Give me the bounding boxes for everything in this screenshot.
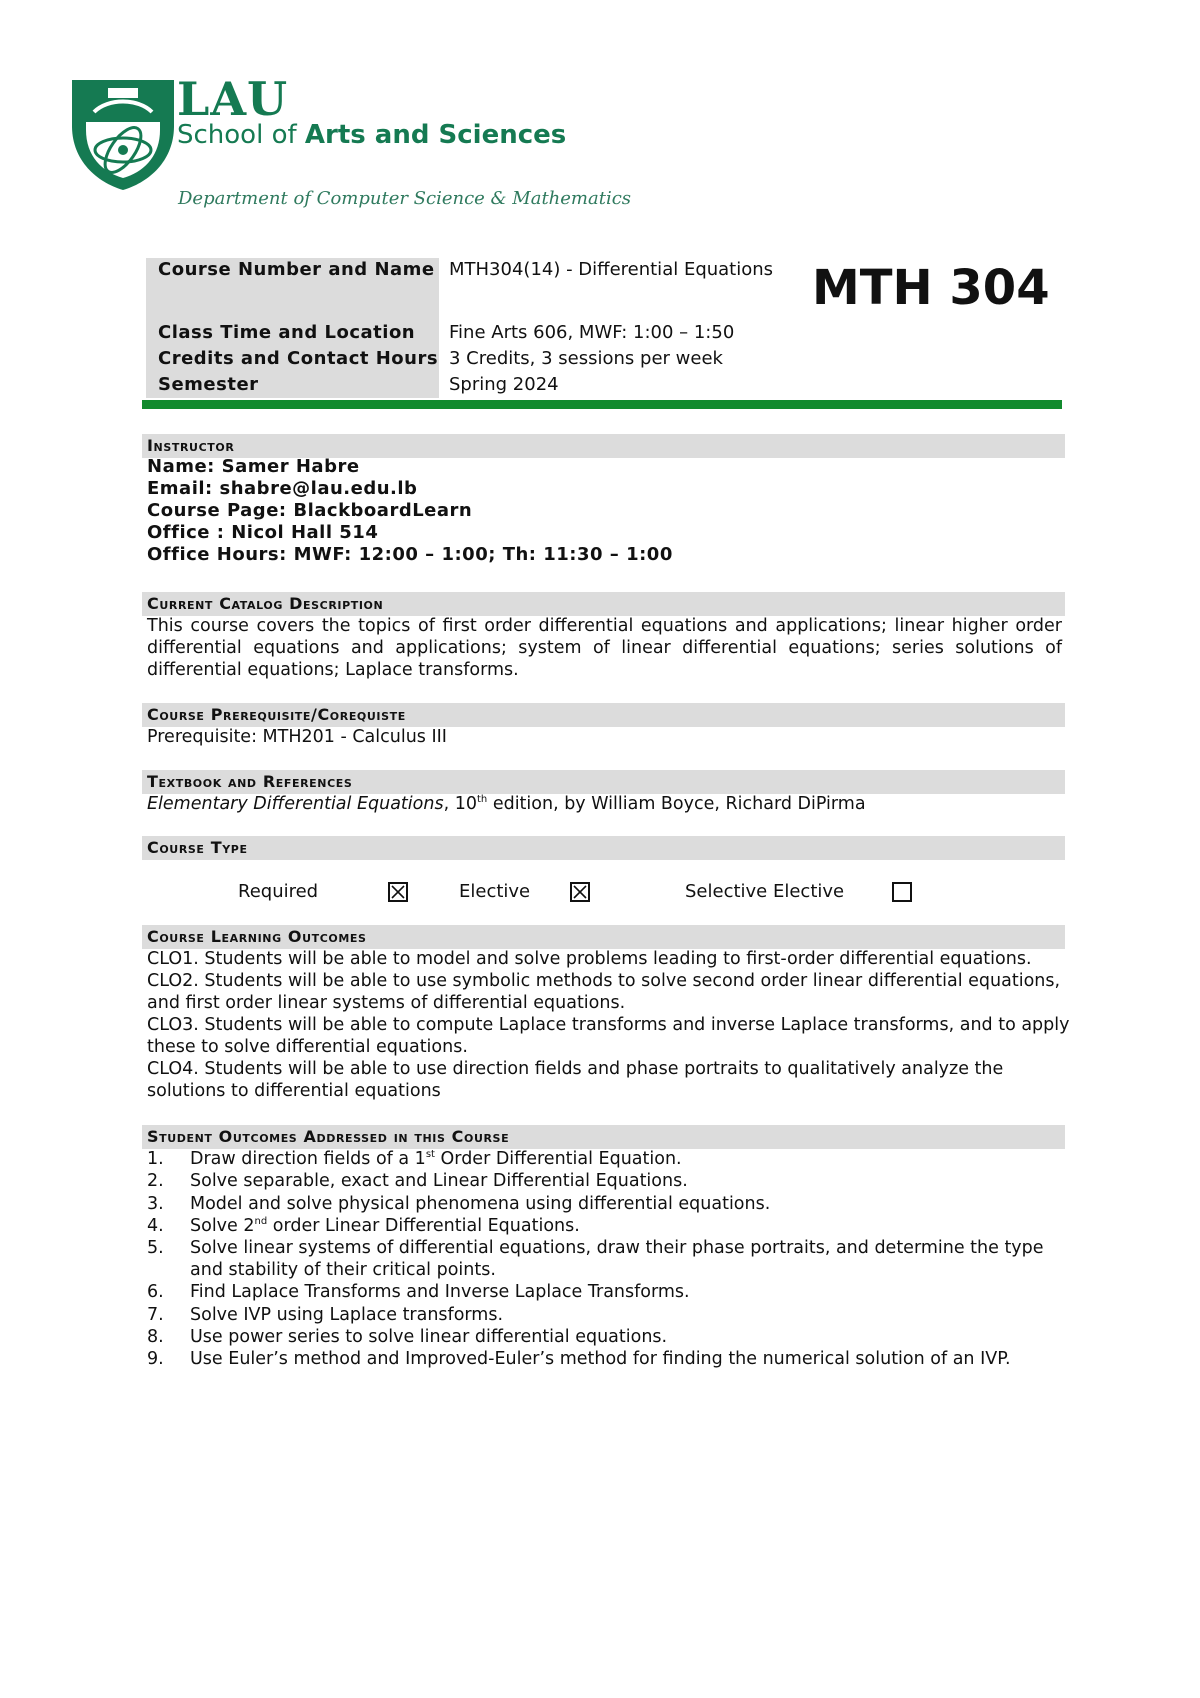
outcome-4-sup: nd <box>254 1216 268 1228</box>
elective-checkbox[interactable] <box>570 882 590 902</box>
outcome-number: 2. <box>147 1171 164 1191</box>
prerequisite-text: Prerequisite: MTH201 - Calculus III <box>147 727 447 747</box>
brand-school <box>177 119 566 151</box>
textbook-edition-sup: th <box>476 794 488 806</box>
outcome-number: 5. <box>147 1238 164 1258</box>
catalog-description: This course covers the topics of first order differential equations and applications; linear higher order differential equations and applications; system of linear differential equations; series solutions of differential equations; Laplace transforms. <box>147 616 1062 680</box>
brand-school-emphasis: Arts and Sciences <box>304 120 567 150</box>
outcome-1-suffix: Order Differential Equation. <box>434 1149 682 1169</box>
outcome-item-6: Find Laplace Transforms and Inverse Laplace Transforms. <box>190 1282 690 1302</box>
checked-box-icon <box>388 882 408 902</box>
section-student-outcomes: Student Outcomes Addressed in this Course <box>142 1125 1065 1149</box>
instructor-office: Office : Nicol Hall 514 <box>147 522 379 543</box>
instructor-name: Name: Samer Habre <box>147 456 360 477</box>
outcome-item-3: Model and solve physical phenomena using differential equations. <box>190 1194 771 1214</box>
instructor-course-page: Course Page: BlackboardLearn <box>147 500 473 521</box>
outcome-number: 3. <box>147 1194 164 1214</box>
textbook-reference <box>147 793 866 815</box>
outcome-item-5: Solve linear systems of differential equations, draw their phase portraits, and determine the type and stability of their critical points. <box>190 1238 1044 1280</box>
time-location-label: Class Time and Location <box>158 322 416 343</box>
selective-elective-checkbox[interactable] <box>892 882 912 902</box>
brand-lau: LAU <box>177 72 289 126</box>
section-catalog: Current Catalog Description <box>142 592 1065 616</box>
empty-box-icon <box>892 882 912 902</box>
outcome-number: 8. <box>147 1327 164 1347</box>
clo-item-2: CLO2. Students will be able to use symbolic methods to solve second order linear differential equations, and first order linear systems of differential equations. <box>147 971 1061 1013</box>
outcome-number: 6. <box>147 1282 164 1302</box>
outcome-number: 4. <box>147 1216 164 1236</box>
clo-item-4: CLO4. Students will be able to use direction fields and phase portraits to qualitatively analyze the solutions to differential equations <box>147 1059 1004 1101</box>
clo-item-1: CLO1. Students will be able to model and solve problems leading to first-order differential equations. <box>147 949 1032 969</box>
course-number-name-value: MTH304(14) - Differential Equations <box>449 259 774 280</box>
outcome-number: 1. <box>147 1149 164 1169</box>
course-code-title: MTH 304 <box>812 260 1050 316</box>
course-number-name-label: Course Number and Name <box>158 259 435 280</box>
instructor-email: Email: shabre@lau.edu.lb <box>147 478 418 499</box>
time-location-value: Fine Arts 606, MWF: 1:00 – 1:50 <box>449 322 735 343</box>
clo-item-3: CLO3. Students will be able to compute Laplace transforms and inverse Laplace transforms, and to apply these to solve differential equations. <box>147 1015 1070 1057</box>
section-textbook: Textbook and References <box>142 770 1065 794</box>
semester-value: Spring 2024 <box>449 374 559 395</box>
section-instructor: Instructor <box>142 434 1065 458</box>
header-divider <box>142 400 1062 409</box>
department-name: Department of Computer Science & Mathematics <box>178 188 632 209</box>
outcome-4-suffix: order Linear Differential Equations. <box>267 1216 580 1236</box>
outcome-1-sup: st <box>425 1149 435 1161</box>
credits-value: 3 Credits, 3 sessions per week <box>449 348 723 369</box>
instructor-office-hours: Office Hours: MWF: 12:00 – 1:00; Th: 11:30 – 1:00 <box>147 544 673 565</box>
outcome-1-prefix: Draw direction fields of a 1 <box>190 1149 426 1169</box>
required-checkbox[interactable] <box>388 882 408 902</box>
outcome-number: 9. <box>147 1349 164 1369</box>
section-course-type: Course Type <box>142 836 1065 860</box>
checked-box-icon <box>570 882 590 902</box>
selective-elective-label: Selective Elective <box>685 881 845 902</box>
section-learning-outcomes: Course Learning Outcomes <box>142 925 1065 949</box>
outcome-item-7: Solve IVP using Laplace transforms. <box>190 1305 504 1325</box>
textbook-title: Elementary Differential Equations <box>147 794 444 814</box>
outcome-item-8: Use power series to solve linear differential equations. <box>190 1327 668 1347</box>
semester-label: Semester <box>158 374 259 395</box>
credits-label: Credits and Contact Hours <box>158 348 439 369</box>
textbook-edition-prefix: , 10 <box>443 794 477 814</box>
outcome-item-2: Solve separable, exact and Linear Differential Equations. <box>190 1171 688 1191</box>
brand-school-prefix: School of <box>177 120 305 150</box>
outcome-number: 7. <box>147 1305 164 1325</box>
textbook-edition-suffix: edition, by William Boyce, Richard DiPirma <box>487 794 866 814</box>
section-prerequisite: Course Prerequisite/Corequiste <box>142 703 1065 727</box>
outcome-item-1 <box>190 1148 1070 1170</box>
outcome-item-9: Use Euler’s method and Improved-Euler’s method for finding the numerical solution of an IVP. <box>190 1349 1011 1369</box>
required-label: Required <box>238 881 319 902</box>
lau-shield-logo <box>68 74 178 192</box>
elective-label: Elective <box>459 881 531 902</box>
outcome-item-4 <box>190 1215 1070 1237</box>
outcome-4-prefix: Solve 2 <box>190 1216 255 1236</box>
